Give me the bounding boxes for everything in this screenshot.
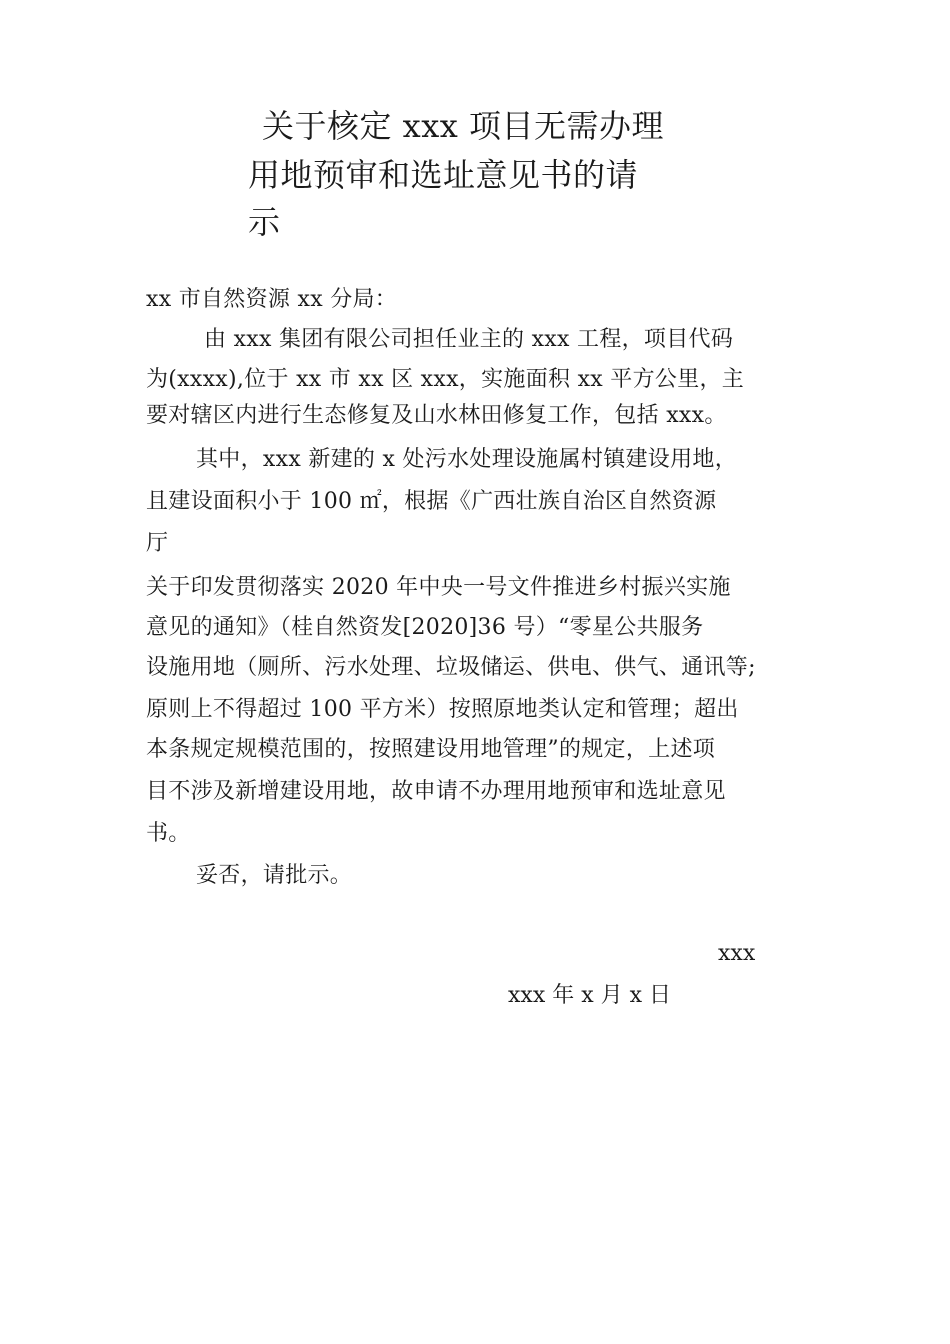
signature-org: xxx	[718, 941, 756, 966]
body-line-5: 且建设面积小于 100 ㎡，根据《广西壮族自治区自然资源	[146, 489, 717, 514]
title-line-2: 用地预审和选址意见书的请	[248, 156, 639, 194]
body-line-6: 厅	[146, 531, 169, 556]
body-line-3: 要对辖区内进行生态修复及山水林田修复工作，包括 xxx。	[146, 403, 727, 428]
body-line-7: 关于印发贯彻落实 2020 年中央一号文件推进乡村振兴实施	[146, 575, 731, 600]
body-line-10: 原则上不得超过 100 平方米）按照原地类认定和管理；超出	[146, 697, 739, 722]
closing-line: 妥否，请批示。	[196, 863, 353, 888]
title-line-3: 示	[248, 203, 281, 241]
body-line-13: 书。	[146, 821, 191, 846]
body-line-4: 其中，xxx 新建的 x 处污水处理设施属村镇建设用地，	[196, 447, 738, 472]
body-line-1: 由 xxx 集团有限公司担任业主的 xxx 工程，项目代码	[204, 327, 734, 352]
body-line-2: 为(xxxx),位于 xx 市 xx 区 xxx，实施面积 xx 平方公里，主	[146, 367, 745, 392]
recipient: xx 市自然资源 xx 分局：	[146, 287, 398, 312]
body-line-12: 目不涉及新增建设用地，故申请不办理用地预审和选址意见	[146, 779, 726, 804]
body-line-9: 设施用地（厕所、污水处理、垃圾储运、供电、供气、通讯等;	[146, 655, 756, 680]
body-line-11: 本条规定规模范围的，按照建设用地管理”的规定，上述项	[146, 737, 716, 762]
title-line-1: 关于核定 xxx 项目无需办理	[262, 107, 664, 145]
signature-date: xxx 年 x 月 x 日	[508, 983, 672, 1008]
body-line-8: 意见的通知》（桂自然资发[2020]36 号）“零星公共服务	[146, 615, 704, 640]
